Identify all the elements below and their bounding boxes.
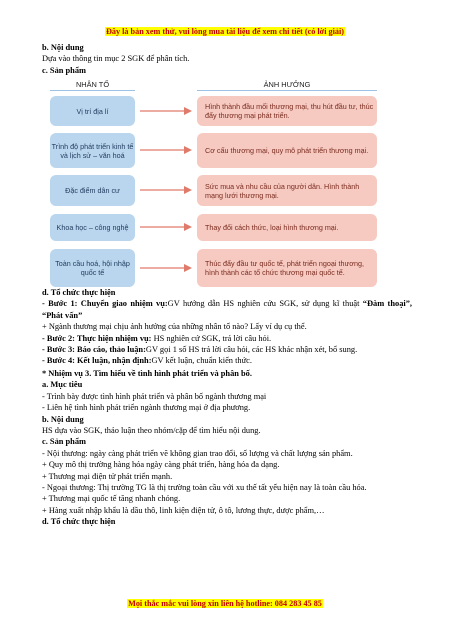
effect-box [197, 133, 377, 168]
san-pham-item: + Hàng xuất nhập khẩu là dầu thô, linh kiện điện tử, ô tô, lương thực, dược phẩm,… [42, 505, 325, 515]
right-header-underline [197, 90, 377, 91]
step-3-text: GV gọi 1 số HS trả lời câu hỏi, các HS khác nhận xét, bổ sung. [145, 345, 358, 355]
san-pham-item: - Nội thương: ngày càng phát triển vẽ không gian trao đổi, số lượng và chất lượng sản phẩm. [42, 448, 353, 458]
factor-label: Vị trí địa lí [76, 106, 109, 116]
muc-tieu-item: - Trình bày được tình hình phát triển và phân bố ngành thương mại [42, 391, 267, 401]
factor-label: Đặc điểm dân cư [65, 186, 120, 195]
step-1 [42, 298, 412, 321]
step-2-text: HS nghiên cứ SGK, trả lời câu hỏi. [153, 333, 272, 343]
hotline-banner [0, 599, 450, 608]
factor-label: Trình độ phát triển kinh tế và lịch sử – văn hoá [51, 141, 134, 160]
step-1-label: - Bước 1: Chuyển giao nhiệm vụ: [42, 299, 168, 309]
factor-box [50, 249, 135, 287]
muc-tieu-heading: a. Mục tiêu [42, 380, 83, 390]
effect-box [197, 214, 377, 241]
arrow-right-icon [140, 106, 192, 116]
left-header-underline [50, 90, 135, 91]
diagram-left-header: NHÂN TỐ [75, 80, 110, 89]
preview-banner-text: Đây là bản xem thử, vui lòng mua tài liệu để xem chi tiết (có lời giải) [105, 27, 344, 36]
step-1-question: + Ngành thương mại chịu ảnh hưởng của những nhân tố nào? Lấy ví dụ cụ thể. [42, 322, 307, 332]
effect-label: Thúc đẩy đầu tư quốc tế, phát triển ngoại thương, hình thành các tổ chức thương mại quốc tế. [205, 259, 364, 277]
preview-banner [0, 27, 450, 36]
san-pham-item: - Ngoại thương: Thị trường TG là thị trường toàn cầu với xu thế tất yếu hiện nay là toàn cầu hóa. [42, 483, 367, 493]
effect-label: Cơ cấu thương mại, quy mô phát triển thương mại. [205, 146, 369, 155]
effect-box [197, 249, 377, 287]
step-4-text: GV kết luận, chuẩn kiến thức. [151, 356, 252, 366]
san-pham-item: + Thương mại điện tử phát triển mạnh. [42, 471, 173, 481]
san-pham-heading: c. Sản phẩm [42, 65, 86, 75]
san-pham-item: + Thương mại quốc tế tăng nhanh chóng. [42, 494, 181, 504]
noi-dung-text: Dựa vào thông tin mục 2 SGK để phân tích. [42, 54, 190, 64]
effect-label: Thay đổi cách thức, loại hình thương mại. [205, 223, 339, 232]
to-chuc-heading: d. Tổ chức thực hiện [42, 288, 116, 297]
step-1-text: GV hướng dẫn HS nghiên cứu SGK, sử dụng kĩ thuật [167, 299, 360, 309]
step-4-label: - Bước 4: Kết luận, nhận định: [42, 356, 152, 366]
factor-box [50, 133, 135, 168]
factors-diagram [46, 79, 386, 289]
factor-box [50, 96, 135, 126]
factor-label: Toàn cầu hoá, hội nhập quốc tế [55, 259, 130, 277]
step-1-technique: “Đàm thoại”, “Phát vấn” [42, 299, 412, 320]
step-2-label: - Bước 2: Thực hiện nhiệm vụ: [42, 333, 152, 343]
step-3 [42, 344, 412, 355]
arrow-right-icon [140, 185, 192, 195]
arrow-right-icon [140, 263, 192, 273]
muc-tieu-item: - Liên hệ tình hình phát triển ngành thương mại ở địa phương. [42, 403, 251, 413]
step-3-label: - Bước 3: Báo cáo, thảo luận: [42, 345, 146, 355]
to-chuc-heading-2: d. Tổ chức thực hiện [42, 517, 116, 527]
diagram-right-header: ẢNH HƯỞNG [263, 80, 311, 89]
factor-label: Khoa học – công nghệ [56, 223, 129, 232]
intro-section [42, 42, 412, 76]
step-4 [42, 355, 412, 366]
effect-box [197, 96, 377, 126]
noi-dung-heading: b. Nội dung [42, 43, 84, 52]
hotline-banner-text: Mọi thắc mắc vui lòng xin liên hệ hotline: 084 283 45 85 [128, 599, 322, 608]
effect-box [197, 175, 377, 206]
factor-box [50, 175, 135, 206]
effect-label: Sức mua và nhu cầu của người dân. Hình thành mạng lưới thương mại. [205, 181, 360, 200]
task-3-section [42, 368, 412, 528]
arrow-right-icon [140, 222, 192, 232]
san-pham-heading-2: c. Sản phẩm [42, 437, 86, 447]
arrow-right-icon [140, 145, 192, 155]
noi-dung-text-2: HS dựa vào SGK, thảo luận theo nhóm/cặp để tìm hiểu nội dung. [42, 426, 261, 436]
organization-section [42, 287, 412, 367]
task-3-heading: * Nhiệm vụ 3. Tìm hiểu về tình hình phát triển và phân bố. [42, 369, 252, 378]
san-pham-item: + Quy mô thị trường hàng hóa ngày càng phát triển, hàng hóa đa dạng. [42, 460, 280, 470]
factor-box [50, 214, 135, 241]
noi-dung-heading-2: b. Nội dung [42, 414, 84, 424]
effect-label: Hình thành đầu mối thương mại, thu hút đầu tư, thúc đẩy thương mại phát triển. [205, 102, 374, 120]
step-2 [42, 333, 412, 344]
